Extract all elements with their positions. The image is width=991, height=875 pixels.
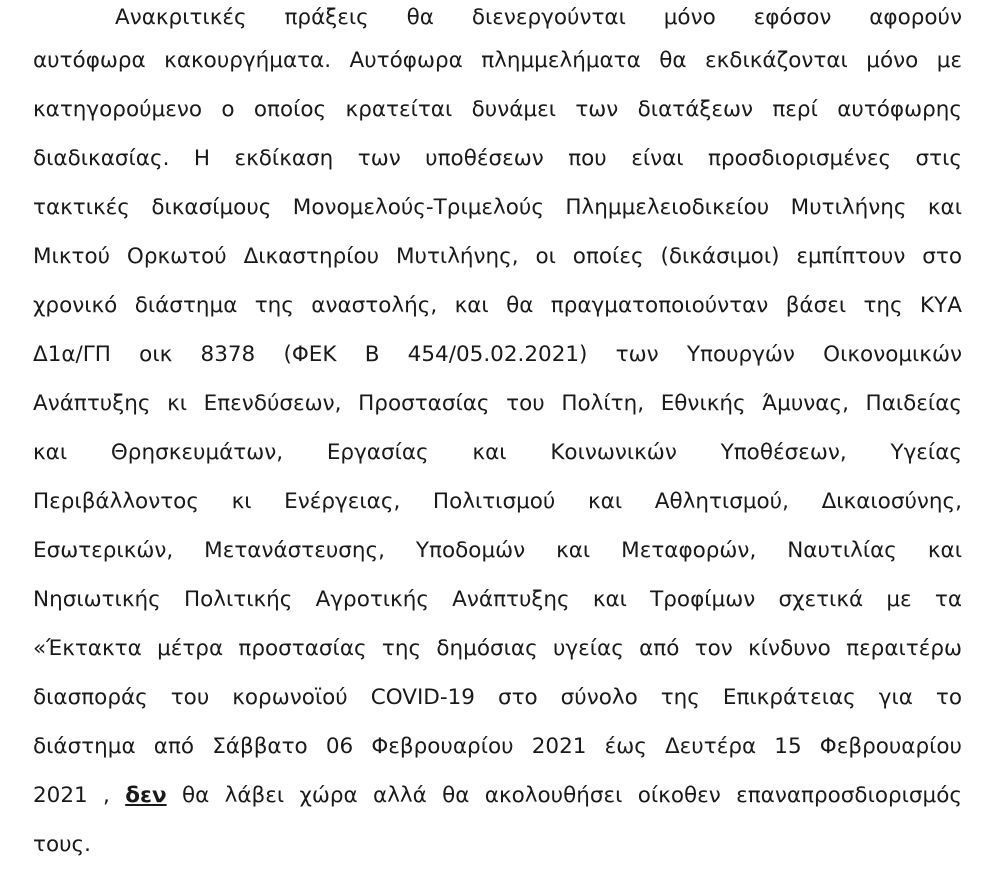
text-line-14: «Έκτακτα μέτρα προστασίας της δημόσιας υγείας από τον κίνδυνο περαιτέρω xyxy=(33,636,962,661)
text-line-10: και Θρησκευμάτων, Εργασίας και Κοινωνικών Υποθέσεων, Υγείας xyxy=(33,440,962,465)
text-line-4: διαδικασίας. Η εκδίκαση των υποθέσεων που είναι προσδιορισμένες στις xyxy=(33,146,962,171)
text-line-5: τακτικές δικασίμους Μονομελούς-Τριμελούς Πλημμελειοδικείου Μυτιλήνης και xyxy=(33,195,962,220)
line17-after: θα λάβει χώρα αλλά θα ακολουθήσει οίκοθεν επαναπροσδιορισμός xyxy=(166,783,962,808)
text-line-12: Εσωτερικών, Μετανάστευσης, Υποδομών και Μεταφορών, Ναυτιλίας και xyxy=(33,538,962,563)
text-line-18: τους. xyxy=(33,832,91,857)
line17-before: 2021 , xyxy=(33,783,126,808)
text-line-16: διάστημα από Σάββατο 06 Φεβρουαρίου 2021 έως Δευτέρα 15 Φεβρουαρίου xyxy=(33,734,962,759)
text-line-7: χρονικό διάστημα της αναστολής, και θα πραγματοποιούνταν βάσει της ΚΥΑ xyxy=(33,293,962,318)
text-line-13: Νησιωτικής Πολιτικής Αγροτικής Ανάπτυξης και Τροφίμων σχετικά με τα xyxy=(33,587,962,612)
text-line-3: κατηγορούμενο ο οποίος κρατείται δυνάμει των διατάξεων περί αυτόφωρης xyxy=(33,97,962,122)
text-line-9: Ανάπτυξης κι Επενδύσεων, Προστασίας του Πολίτη, Εθνικής Άμυνας, Παιδείας xyxy=(33,391,962,416)
text-line-11: Περιβάλλοντος κι Ενέργειας, Πολιτισμού και Αθλητισμού, Δικαιοσύνης, xyxy=(33,489,962,514)
emphasis-den: δεν xyxy=(125,783,167,808)
text-line-8: Δ1α/ΓΠ οικ 8378 (ΦΕΚ Β 454/05.02.2021) των Υπουργών Οικονομικών xyxy=(33,342,962,367)
text-line-1: Ανακριτικές πράξεις θα διενεργούνται μόνο εφόσον αφορούν xyxy=(115,5,962,30)
text-line-15: διασποράς του κορωνοϊού COVID-19 στο σύνολο της Επικράτειας για το xyxy=(33,685,962,710)
text-line-2: αυτόφωρα κακουργήματα. Αυτόφωρα πλημμελήματα θα εκδικάζονται μόνο με xyxy=(33,48,962,73)
text-line-6: Μικτού Ορκωτού Δικαστηρίου Μυτιλήνης, οι οποίες (δικάσιμοι) εμπίπτουν στο xyxy=(33,244,962,269)
paragraph xyxy=(33,0,962,869)
text-line-17 xyxy=(33,771,962,820)
